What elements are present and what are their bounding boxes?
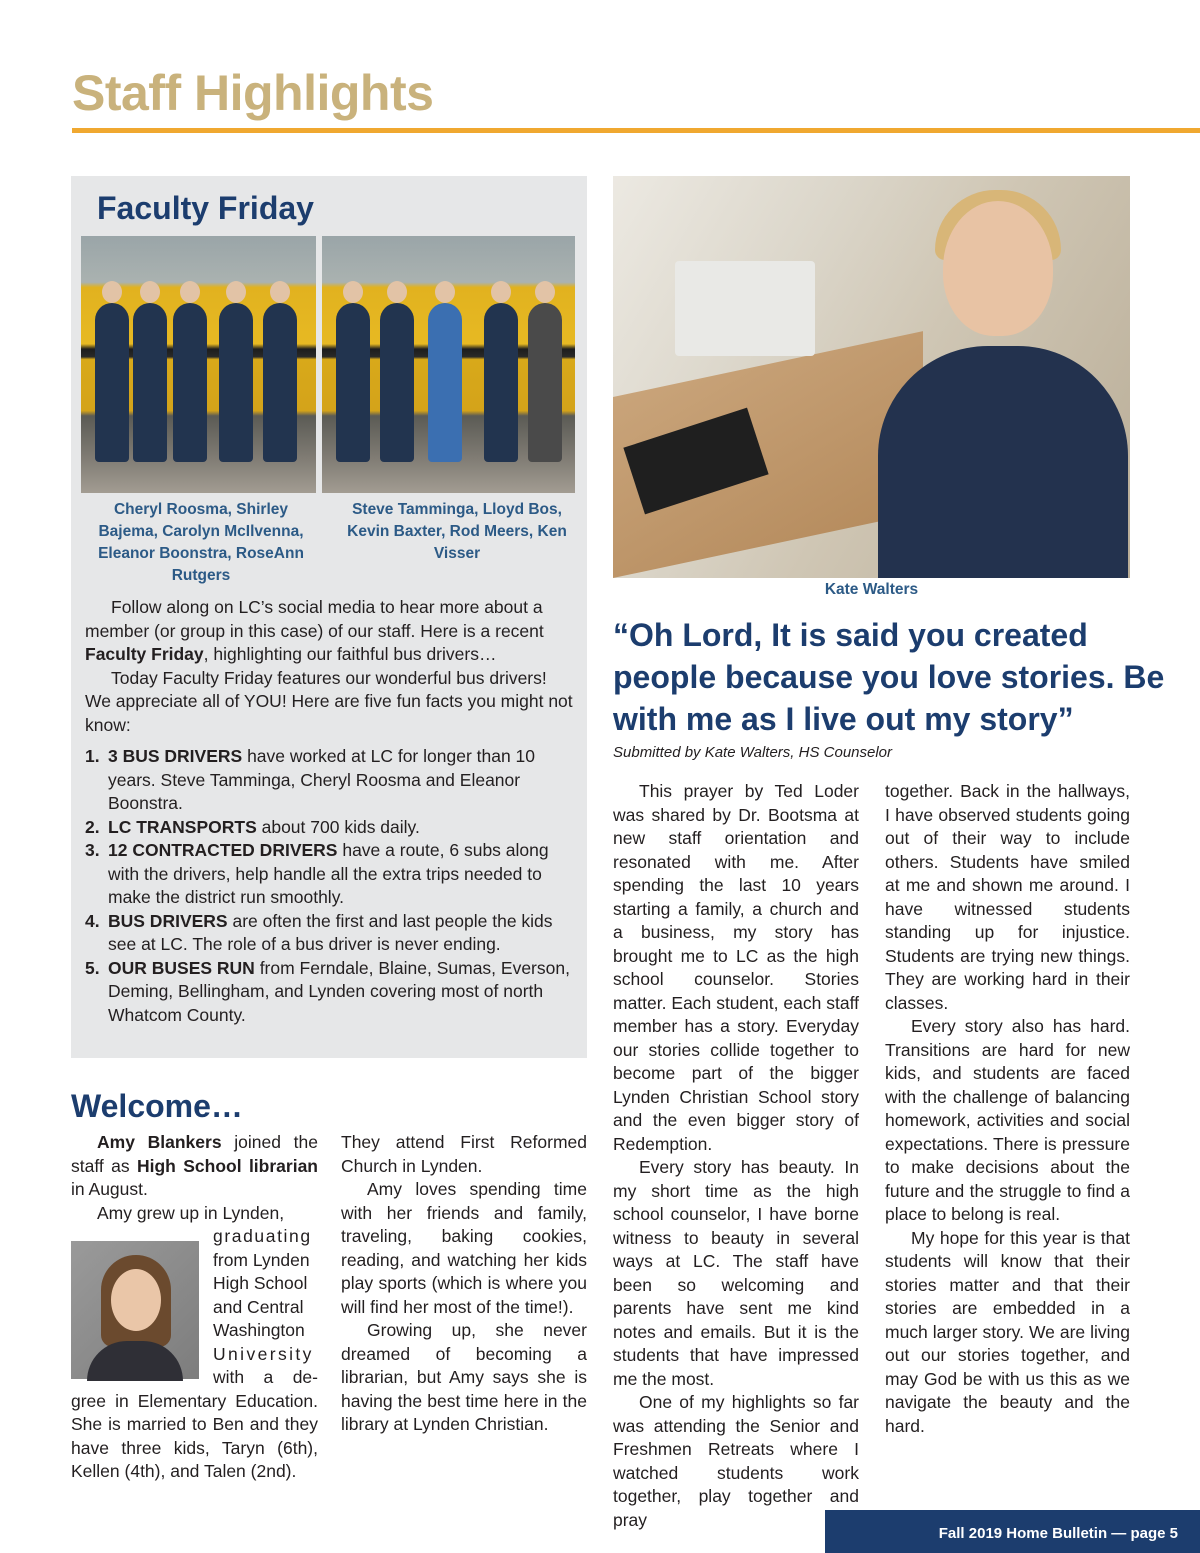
article-paragraph: My hope for this year is that students will know that their stories matter and that their stories are embedded in a much larger story. We are living out our stories together, and may God be with us this as we navigate the beauty and the hard.	[885, 1227, 1130, 1436]
bus-drivers-photo-left	[81, 236, 316, 493]
article-paragraph: One of my highlights so far was attending the Senior and Freshmen Retreats where I watched students work together, play together and pray	[613, 1392, 859, 1530]
welcome-wrapped-lines: graduating from Lynden High School and Central Washington University with a de-	[213, 1226, 318, 1387]
fact-item: 3. 12 CONTRACTED DRIVERS have a route, 6 subs along with the drivers, help handle all the extra trips needed to make the district run smoothly.	[85, 840, 549, 907]
welcome-paragraph: Growing up, she never dreamed of becoming a librarian, but Amy says she is having the best time here in the library at Lynden Christian.	[341, 1320, 587, 1434]
article-paragraph: together. Back in the hallways, I have observed students going out of their way to include others. Students have smiled at me and shown me around. I have witnessed students standing up for injustice. Students are trying new things. They are working hard in their classes.	[885, 781, 1130, 1013]
page-title: Staff Highlights	[72, 65, 434, 121]
welcome-paragraph: They attend First Reformed Church in Lynden.	[341, 1132, 587, 1176]
faculty-friday-title: Faculty Friday	[97, 190, 314, 226]
kate-article-column-1	[613, 780, 859, 1532]
welcome-paragraph-1: Amy Blankers joined the staff as High School librarian in August.	[71, 1132, 318, 1199]
kate-photo-caption: Kate Walters	[824, 581, 919, 598]
fact-item: 2. LC TRANSPORTS about 700 kids daily.	[85, 816, 420, 837]
amy-blankers-photo	[71, 1241, 199, 1379]
ff-paragraph-1: Follow along on LC’s social media to hear more about a member (or group in this case) of our staff. Here is a recent Faculty Friday, highlighting our faithful bus drivers…	[85, 597, 544, 664]
fact-item: 4. BUS DRIVERS are often the first and last people the kids see at LC. The role of a bus driver is never ending.	[85, 910, 553, 954]
footer-page-label: Fall 2019 Home Bulletin — page 5	[825, 1510, 1200, 1553]
welcome-title: Welcome…	[71, 1088, 243, 1124]
welcome-column-2	[341, 1131, 587, 1437]
bus-drivers-photo-right	[322, 236, 575, 493]
ff-paragraph-2: Today Faculty Friday features our wonderful bus drivers! We appreciate all of YOU! Here are five fun facts you might not know:	[85, 667, 573, 735]
kate-walters-photo	[613, 176, 1130, 578]
prayer-quote-headline: “Oh Lord, It is said you created people because you love stories. Be with me as I live out my story”	[613, 617, 1165, 737]
welcome-paragraph-2-rest: gree in Elementary Education. She is married to Ben and they have three kids, Taryn (6th), Kellen (4th), and Talen (2nd).	[71, 1390, 318, 1481]
kate-article-column-2	[885, 780, 1130, 1438]
article-paragraph: This prayer by Ted Loder was shared by Dr. Bootsma at new staff orientation and resonated with me. After spending the last 10 years starting a family, a church and a business, my story has brought me to LC as the high school counselor. Stories matter. Each student, each staff member has a story. Everyday our stories collide together to become part of the bigger Lynden Christian School story and the even bigger story of Redemption.	[613, 781, 859, 1154]
submitted-by: Submitted by Kate Walters, HS Counselor	[613, 744, 893, 761]
title-rule	[72, 128, 1200, 133]
photo-caption-left: Cheryl Roosma, Shirley Bajema, Carolyn McIlvenna, Eleanor Boonstra, RoseAnn Rutgers	[98, 501, 304, 584]
article-paragraph: Every story also has hard. Transitions are hard for new kids, and students are faced with the challenge of balancing homework, activities and social expectations. There is pressure to make decisions about the future and the struggle to find a place to belong is real.	[885, 1016, 1130, 1224]
faculty-friday-body	[85, 596, 575, 1027]
faculty-friday-panel	[71, 176, 587, 1058]
article-paragraph: Every story has beauty. In my short time as the high school counselor, I have borne witness to beauty in several ways at LC. The staff have been so welcoming and parents have sent me kind notes and emails. But it is the students that have impressed me the most.	[613, 1157, 859, 1389]
fact-item: 1. 3 BUS DRIVERS have worked at LC for longer than 10 years. Steve Tamminga, Cheryl Roosma and Eleanor Boonstra.	[85, 746, 536, 813]
welcome-paragraph-2: Amy grew up in Lynden,	[97, 1202, 285, 1223]
fun-facts-list	[85, 745, 575, 1027]
photo-caption-right: Steve Tamminga, Lloyd Bos, Kevin Baxter, Rod Meers, Ken Visser	[347, 501, 567, 562]
welcome-paragraph: Amy loves spending time with her friends and family, traveling, baking cookies, reading, and watching her kids play sports (which is where you will find her most of the time!).	[341, 1179, 587, 1317]
fact-item: 5. OUR BUSES RUN from Ferndale, Blaine, Sumas, Everson, Deming, Bellingham, and Lynden covering most of north Whatcom County.	[85, 957, 570, 1025]
